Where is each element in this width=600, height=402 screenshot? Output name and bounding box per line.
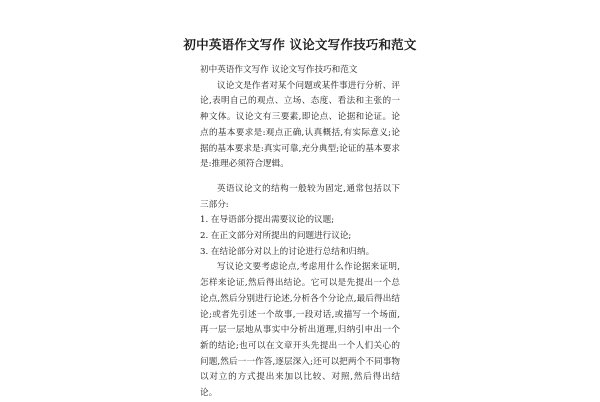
list-item: 3. 在结论部分对以上的讨论进行总结和归纳。 (200, 246, 375, 257)
document-subtitle: 初中英语作文写作 议论文写作技巧和范文 (200, 65, 358, 75)
paragraph-structure: 英语议论文的结构一般较为固定,通常包括以下三部分: (200, 183, 400, 210)
paragraph-closing: 写议论文要考虑论点,考虑用什么作论据来证明,怎样来论证,然后得出结论。它可以是先提出一个总论点,然后分别进行论述,分析各个分论点,最后得出结论;或者先引述一个故事,一段对话,或描写一个场面,再一层一层地从事实中分析出道理,归纳引申出一个新的结论;也可以在文章开头先提出一个人们关心的问题,然后一一作答,逐层深入;还可以把两个不同事物以对立的方式提出来加以比较、对照,然后得出结论。 (200, 262, 400, 399)
document-title: 初中英语作文写作 议论文写作技巧和范文 (183, 37, 417, 52)
list-item: 1. 在导语部分提出需要议论的议题; (200, 215, 335, 226)
document-body (200, 63, 400, 402)
list-item: 2. 在正文部分对所提出的问题进行议论; (200, 231, 352, 242)
paragraph-definition: 议论文是作者对某个问题或某件事进行分析、评论,表明自己的观点、立场、态度、看法和主张的一种文体。议论文有三要素,即论点、论据和论证。论点的基本要求是:观点正确,认真概括,有实际意义;论据的基本要求是:真实可靠,充分典型;论证的基本要求是:推理必须符合逻辑。 (200, 80, 400, 170)
